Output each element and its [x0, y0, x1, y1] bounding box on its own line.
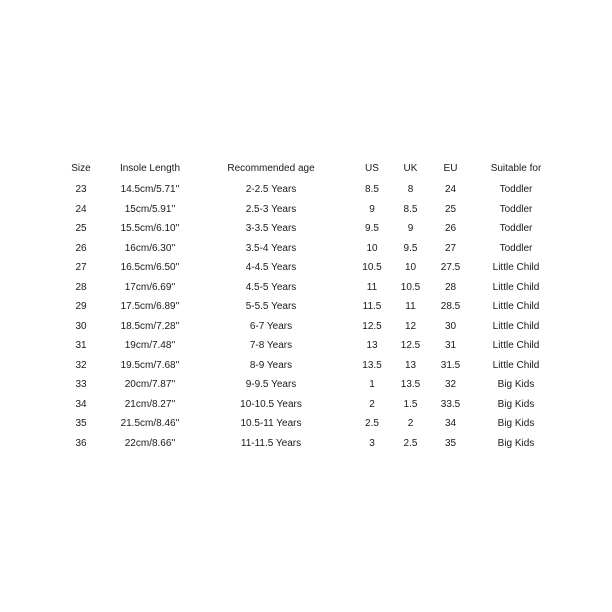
cell-eu: 31	[444, 340, 457, 351]
table-row	[48, 317, 564, 337]
header-row	[48, 158, 564, 180]
cell-recommended-age: 10-10.5 Years	[240, 398, 302, 410]
cell-uk: 12	[404, 320, 417, 332]
cell-suitable-for: Little Child	[492, 301, 540, 312]
cell-uk: 13.5	[400, 379, 421, 390]
cell-uk: 9	[407, 223, 414, 234]
cell-suitable-for: Toddler	[499, 184, 533, 195]
cell-eu: 31.5	[440, 359, 461, 371]
cell-suitable-for: Little Child	[492, 340, 540, 351]
cell-us: 2.5	[365, 418, 379, 429]
cell-recommended-age: 2.5-3 Years	[245, 203, 297, 215]
cell-insole-length: 19cm/7.48''	[124, 340, 176, 351]
cell-suitable-for: Big Kids	[497, 418, 535, 429]
cell-uk: 9.5	[403, 242, 418, 254]
cell-eu: 24	[444, 184, 457, 195]
cell-suitable-for: Little Child	[492, 320, 540, 332]
cell-recommended-age: 3.5-4 Years	[245, 242, 297, 254]
cell-suitable-for: Toddler	[499, 223, 533, 234]
cell-us: 1	[369, 379, 375, 390]
cell-insole-length: 20cm/7.87''	[124, 379, 176, 390]
table-row	[48, 414, 564, 434]
cell-size: 36	[75, 437, 87, 449]
header-size: Size	[71, 163, 91, 174]
table-row	[48, 200, 564, 220]
cell-size: 30	[75, 320, 87, 332]
cell-insole-length: 17.5cm/6.89''	[120, 301, 180, 312]
cell-insole-length: 15.5cm/6.10''	[120, 223, 180, 234]
cell-us: 9	[369, 203, 375, 215]
cell-uk: 12.5	[400, 340, 421, 351]
cell-recommended-age: 5-5.5 Years	[245, 301, 297, 312]
cell-eu: 28.5	[440, 301, 461, 312]
cell-uk: 8.5	[403, 203, 418, 215]
table-row	[48, 180, 564, 200]
cell-size: 35	[75, 418, 87, 429]
cell-recommended-age: 11-11.5 Years	[240, 437, 302, 449]
cell-insole-length: 14.5cm/5.71''	[120, 184, 180, 195]
header-recommended-age: Recommended age	[227, 163, 315, 174]
cell-suitable-for: Big Kids	[497, 379, 535, 390]
header-eu: EU	[443, 163, 458, 174]
cell-us: 13.5	[362, 359, 382, 371]
cell-us: 13	[366, 340, 378, 351]
table-row	[48, 258, 564, 278]
cell-uk: 13	[404, 359, 417, 371]
cell-us: 10	[366, 242, 378, 254]
cell-eu: 25	[444, 203, 457, 215]
cell-suitable-for: Little Child	[492, 262, 540, 273]
cell-suitable-for: Toddler	[499, 203, 533, 215]
cell-suitable-for: Big Kids	[497, 398, 535, 410]
cell-size: 28	[75, 281, 87, 293]
cell-insole-length: 22cm/8.66''	[124, 437, 176, 449]
cell-uk: 10.5	[400, 281, 421, 293]
cell-eu: 35	[444, 437, 457, 449]
cell-eu: 32	[444, 379, 457, 390]
table-row	[48, 297, 564, 317]
cell-insole-length: 16.5cm/6.50''	[120, 262, 180, 273]
cell-suitable-for: Big Kids	[497, 437, 535, 449]
cell-recommended-age: 4-4.5 Years	[245, 262, 297, 273]
cell-us: 11.5	[362, 301, 382, 312]
cell-size: 31	[75, 340, 87, 351]
cell-recommended-age: 10.5-11 Years	[240, 418, 302, 429]
cell-uk: 11	[405, 301, 416, 312]
cell-size: 27	[75, 262, 87, 273]
cell-eu: 26	[444, 223, 457, 234]
cell-uk: 2.5	[403, 437, 418, 449]
cell-uk: 1.5	[403, 398, 418, 410]
cell-size: 26	[75, 242, 87, 254]
cell-recommended-age: 8-9 Years	[249, 359, 293, 371]
cell-eu: 33.5	[440, 398, 461, 410]
cell-us: 10.5	[362, 262, 382, 273]
cell-insole-length: 21.5cm/8.46''	[120, 418, 180, 429]
cell-size: 25	[75, 223, 87, 234]
cell-size: 34	[75, 398, 87, 410]
size-chart-table	[48, 158, 564, 453]
header-suitable-for: Suitable for	[490, 163, 542, 174]
cell-us: 12.5	[362, 320, 382, 332]
header-uk: UK	[403, 163, 418, 174]
cell-recommended-age: 6-7 Years	[249, 320, 293, 332]
table-row	[48, 239, 564, 259]
cell-insole-length: 18.5cm/7.28''	[120, 320, 180, 332]
cell-eu: 34	[444, 418, 457, 429]
cell-insole-length: 19.5cm/7.68''	[120, 359, 180, 371]
cell-recommended-age: 3-3.5 Years	[245, 223, 297, 234]
cell-us: 9.5	[365, 223, 379, 234]
table-row	[48, 219, 564, 239]
cell-size: 33	[75, 379, 87, 390]
cell-insole-length: 16cm/6.30''	[124, 242, 176, 254]
table-row	[48, 375, 564, 395]
cell-eu: 28	[444, 281, 457, 293]
cell-us: 2	[369, 398, 375, 410]
cell-uk: 8	[407, 184, 414, 195]
cell-eu: 30	[444, 320, 457, 332]
header-us: US	[365, 163, 379, 174]
cell-eu: 27	[444, 242, 457, 254]
cell-size: 32	[75, 359, 87, 371]
cell-suitable-for: Little Child	[492, 281, 540, 293]
cell-us: 3	[369, 437, 375, 449]
cell-eu: 27.5	[440, 262, 461, 273]
cell-suitable-for: Toddler	[499, 242, 533, 254]
cell-size: 24	[75, 203, 87, 215]
cell-uk: 10	[404, 262, 417, 273]
table-row	[48, 336, 564, 356]
cell-suitable-for: Little Child	[492, 359, 540, 371]
cell-insole-length: 21cm/8.27''	[124, 398, 176, 410]
cell-insole-length: 15cm/5.91''	[124, 203, 176, 215]
cell-size: 23	[75, 184, 87, 195]
cell-recommended-age: 4.5-5 Years	[245, 281, 297, 293]
cell-uk: 2	[407, 418, 414, 429]
table-row	[48, 278, 564, 298]
cell-recommended-age: 9-9.5 Years	[245, 379, 297, 390]
table-row	[48, 356, 564, 376]
cell-size: 29	[75, 301, 87, 312]
table-row	[48, 395, 564, 415]
cell-us: 11	[366, 281, 378, 293]
cell-recommended-age: 2-2.5 Years	[245, 184, 297, 195]
size-chart-body	[48, 180, 564, 453]
table-row	[48, 434, 564, 454]
header-insole-length: Insole Length	[119, 163, 181, 174]
cell-insole-length: 17cm/6.69''	[124, 281, 176, 293]
cell-us: 8.5	[365, 184, 379, 195]
cell-recommended-age: 7-8 Years	[249, 340, 293, 351]
